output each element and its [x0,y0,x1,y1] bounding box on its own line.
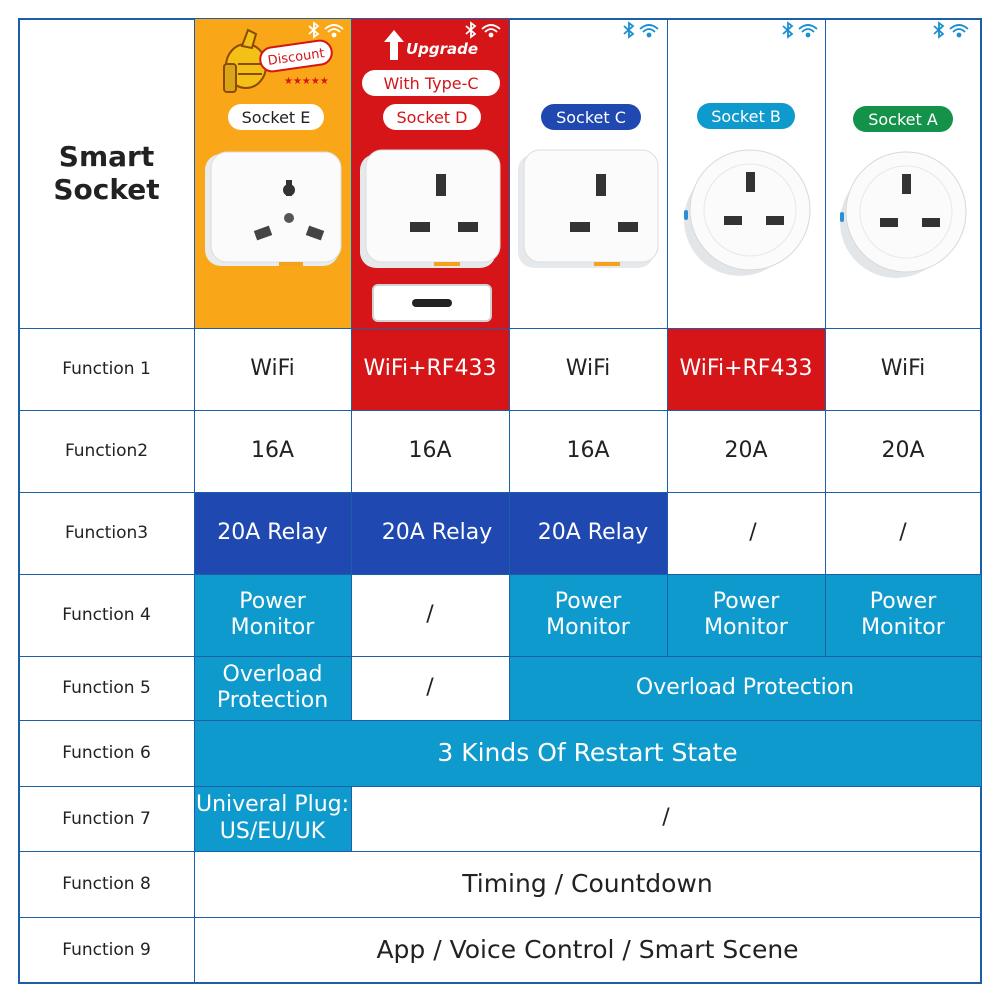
row-label-function-5: Function 5 [62,678,151,698]
function-3-socket-a: / [899,519,907,545]
type-c-port-image [372,284,492,322]
function-2-socket-c: 16A [566,437,610,463]
grid-line [19,574,981,575]
row-label-function-3: Function3 [64,523,149,543]
grid-line [19,410,981,411]
bluetooth-wifi-icons-b [781,21,819,43]
function-4-socket-e-line2: Monitor [230,615,315,640]
socket-d-image [358,148,504,272]
row-label-function-7: Function 7 [62,808,151,829]
function-7-socket-e-line2: US/EU/UK [219,818,326,844]
function-4-socket-a-line1: Power [869,588,937,614]
function-4-socket-e [194,574,351,656]
grid-line [351,19,352,720]
grid-line [19,656,981,657]
row-label-function-8: Function 8 [62,874,151,894]
function-4-socket-b-line2: Monitor [704,615,788,640]
function-4-socket-b-line1: Power [712,588,780,614]
svg-text:★★★★★: ★★★★★ [284,76,329,87]
function-5-socket-d: / [426,674,434,700]
function-1-socket-e: WiFi [250,355,295,381]
title-line-1: Smart [58,140,155,174]
type-c-label: With Type-C [362,70,500,96]
function-4-socket-b [667,574,825,656]
function-4-socket-a [825,574,981,656]
function-9-all-sockets: App / Voice Control / Smart Scene [376,935,799,964]
grid-line [19,917,981,918]
socket-c-image [516,148,662,272]
function-4-socket-d: / [426,601,434,627]
row-label-function-1: Function 1 [62,359,151,379]
function-3-socket-b: / [749,519,757,545]
function-4-socket-a-line2: Monitor [861,615,945,640]
bluetooth-wifi-icons-d [464,21,502,43]
bluetooth-wifi-icons-e [307,21,345,43]
function-4-socket-c-line2: Monitor [546,615,630,640]
function-7-socket-e [194,786,351,851]
grid-line [194,19,195,983]
function-4-socket-e-line1: Power [239,588,306,614]
function-8-all-sockets: Timing / Countdown [462,869,713,898]
function-5-socket-e [194,656,351,720]
socket-e-image [203,150,343,270]
row-label-function-6: Function 6 [62,743,151,763]
grid-line [19,786,981,787]
bluetooth-wifi-icons-a [932,21,970,43]
bluetooth-wifi-icons-c [622,21,660,43]
grid-line [19,720,981,721]
grid-line [351,786,352,851]
grid-line [509,19,510,720]
function-3-socket-c: 20A Relay [537,519,649,545]
title-line-2: Socket [53,172,160,206]
socket-b-label: Socket B [697,103,795,129]
socket-b-image [680,146,816,278]
function-2-socket-d: 16A [408,437,452,463]
socket-e-label: Socket E [228,104,324,130]
grid-line [19,851,981,852]
grid-line [825,19,826,656]
function-5-socket-e-line1: Overload [222,661,323,687]
function-2-socket-b: 20A [724,437,768,463]
upgrade-arrow-icon [384,30,404,60]
table-title [19,19,194,328]
function-1-socket-c: WiFi [565,355,611,381]
discount-text: Discount [266,46,326,69]
socket-d-label: Socket D [383,104,481,130]
function-5-socket-e-line2: Protection [216,688,329,713]
socket-c-label: Socket C [541,104,641,130]
socket-a-image [836,148,972,280]
grid-line [19,328,981,329]
svg-text:Upgrade: Upgrade [406,40,479,58]
function-1-socket-d: WiFi+RF433 [351,328,509,410]
function-1-socket-a: WiFi [880,355,926,381]
grid-line [19,492,981,493]
function-7-other-sockets: / [662,805,670,831]
row-label-function-2: Function2 [64,441,149,461]
function-6-all-sockets: 3 Kinds Of Restart State [194,720,981,786]
grid-line [667,19,668,656]
function-7-socket-e-line1: Univeral Plug: [195,792,350,818]
row-label-function-9: Function 9 [62,940,151,960]
function-1-socket-b: WiFi+RF433 [667,328,825,410]
function-5-sockets-cba: Overload Protection [509,656,981,720]
function-2-socket-e: 16A [250,437,295,463]
function-4-socket-c [509,574,667,656]
function-3-socket-e: 20A Relay [217,519,328,545]
function-3-socket-d: 20A Relay [381,519,493,545]
function-2-socket-a: 20A [881,437,925,463]
row-label-function-4: Function 4 [62,605,151,625]
function-4-socket-c-line1: Power [554,588,622,614]
socket-a-label: Socket A [853,106,953,132]
